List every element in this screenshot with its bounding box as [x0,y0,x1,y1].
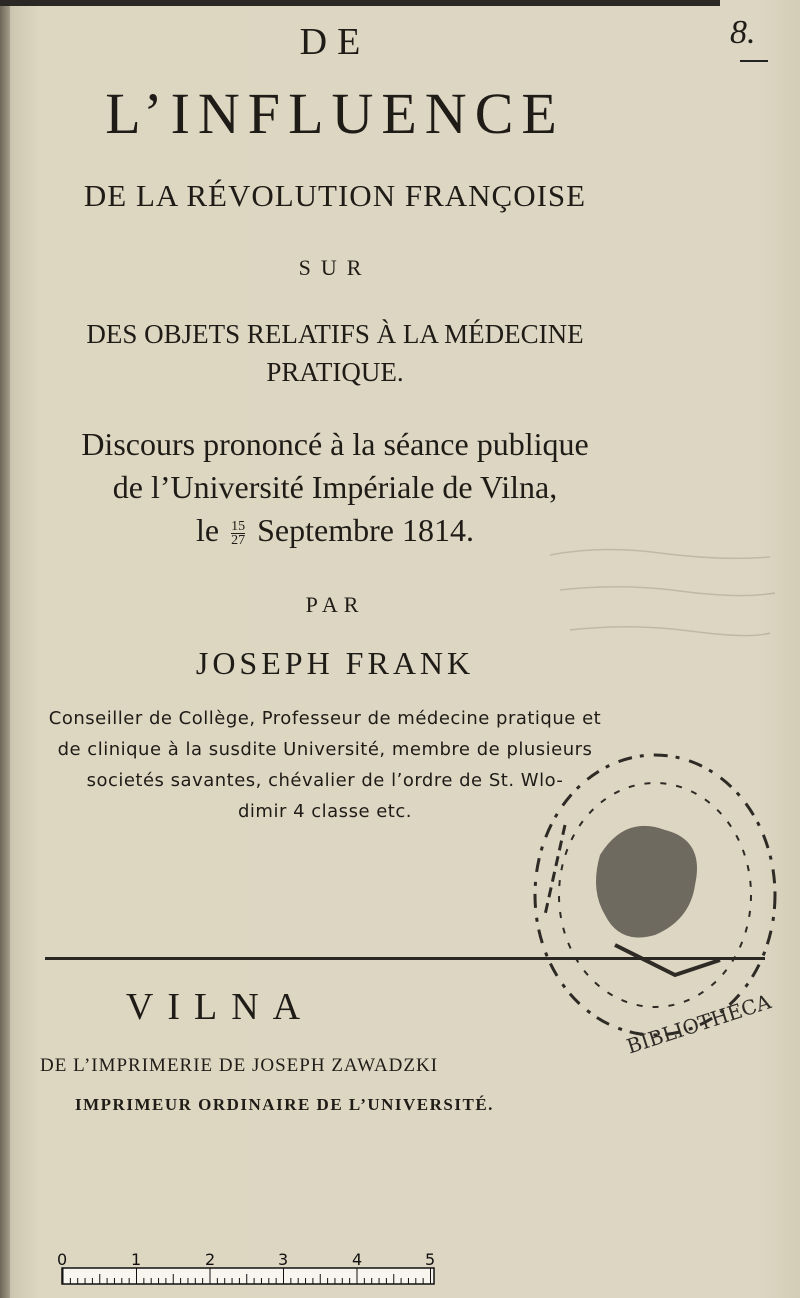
credentials-line-3: societés savantes, chévalier de l’ordre de St. Wlo- [86,770,564,791]
page-number: 8. [730,14,756,51]
title-line-de: DE [299,21,371,63]
author-name: JOSEPH FRANK [195,645,475,681]
date-fraction [231,520,245,547]
library-stamp [505,745,785,1065]
book-spine-edge [0,0,10,1298]
page-number-underline [740,60,768,62]
printer-line-1: DE L’IMPRIMERIE DE JOSEPH ZAWADZKI [40,1055,439,1076]
scale-ruler [58,1250,438,1290]
date-suffix: Septembre 1814. [257,512,474,548]
date-prefix: le [196,512,220,548]
top-dark-edge [0,0,720,6]
stamp-text: BIBLIOTHECA [623,989,774,1059]
place-name: VILNA [125,986,315,1028]
discourse-line-2: de l’Université Impériale de Vilna, [112,469,558,505]
discourse-line-1: Discours prononcé à la séance publique [81,426,589,462]
credentials-line-1: Conseiller de Collège, Professeur de médecine pratique et [48,708,602,729]
title-line-objets [20,315,650,391]
ruler-label-5: 5 [425,1250,436,1269]
ruler-label-4: 4 [352,1250,363,1269]
printer-line-2: IMPRIMEUR ORDINAIRE DE L’UNIVERSITÉ. [75,1095,494,1114]
title-line-influence: L’INFLUENCE [105,81,565,146]
horizontal-rule [45,957,765,960]
ruler-label-1: 1 [131,1250,142,1269]
discourse-block [20,423,650,552]
ruler-label-2: 2 [205,1250,216,1269]
by-label: PAR [305,592,365,617]
credentials-line-4: dimir 4 classe etc. [238,801,412,822]
title-line-sur: SUR [298,255,372,280]
credentials-line-2: de clinique à la susdite Université, membre de plusieurs [57,739,593,760]
date-denominator: 27 [231,533,246,549]
title-line-objets-b: PRATIQUE. [266,357,404,387]
date-numerator: 15 [231,519,246,535]
title-line-revolution: DE LA RÉVOLUTION FRANÇOISE [83,178,587,213]
ruler-label-3: 3 [278,1250,289,1269]
ruler-label-0: 0 [57,1250,68,1269]
title-line-objets-a: DES OBJETS RELATIFS À LA MÉDECINE [86,319,584,349]
